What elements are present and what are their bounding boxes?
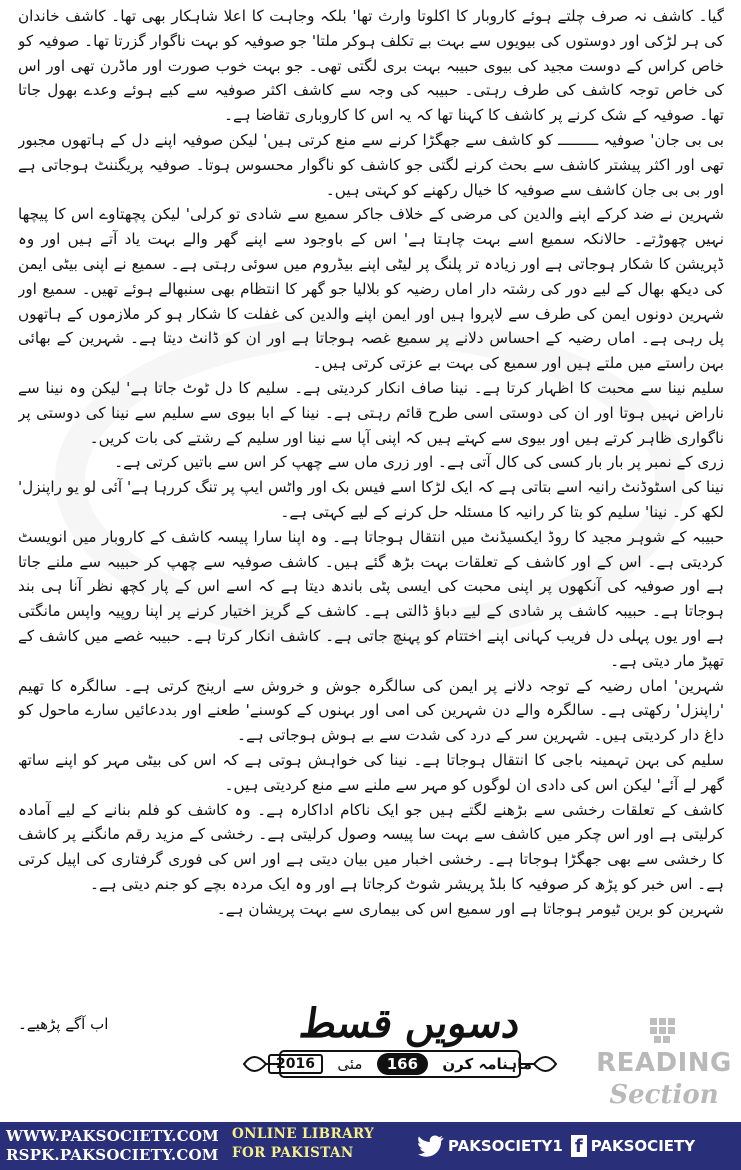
magazine-footer [254,1050,546,1078]
facebook-link[interactable] [571,1135,695,1157]
reading-label: READING [596,1048,732,1078]
social-links [418,1135,703,1157]
twitter-bird-icon [418,1135,444,1157]
episode-title: دسویں قسط [296,1000,524,1047]
paragraph: شہرین' اماں رضیہ کے توجہ دلانے پر ایمن کی سالگرہ جوش و خروش سے ارینج کرتی ہے۔ سالگرہ کا تھیم 'راپنزل' رکھتی ہے۔ سالگرہ والے دن شہرین کی امی اور بہنوں کے کوسنے' طعنے اور بددعائیں سارے ماحول کو داغ دار کردیتی ہیں۔ شہرین سر کے درد کی شدت سے بے ہوش ہوجاتی ہے۔ [18,676,724,745]
paragraph: سلیم نینا سے محبت کا اظہار کرتا ہے۔ نینا صاف انکار کردیتی ہے۔ سلیم کا دل ٹوٹ جاتا ہے' لیکن وہ نینا سے ناراض نہیں ہوتا اور ان کی دوستی اسی طرح قائم رہتی ہے۔ نینا کے ابا بیوی سے سلیم سے نینا کی دوستی پر ناگواری ظاہر کرتے ہیں اور بیوی سے کہتے ہیں کہ اپنی آپا سے نینا اور سلیم کے رشتے کی بات کریں۔ [18,378,724,447]
paragraph: نینا کی اسٹوڈنٹ رانیہ اسے بتاتی ہے کہ ایک لڑکا اسے فیس بک اور واٹس ایپ پر تنگ کررہا ہے' آئی لو یو راپنزل' لکھ کر۔ نینا' سلیم کو بتا کر رانیہ کا مسئلہ حل کرنے کے لیے کہتی ہے۔ [18,478,724,521]
twitter-handle: PAKSOCIETY1 [448,1137,563,1155]
section-label: Section [609,1080,719,1110]
issue-month: مئی [337,1055,363,1073]
paragraph: شہرین کو برین ٹیومر ہوجاتا ہے اور سمیع اس کی بیماری سے بہت پریشان ہے۔ [216,899,724,918]
twitter-link[interactable] [418,1135,563,1157]
facebook-icon: f [571,1135,587,1157]
facebook-handle: PAKSOCIETY [590,1137,696,1155]
site-link-rspk[interactable]: RSPK.PAKSOCIETY.COM [6,1146,219,1164]
magazine-name: ماہنامہ کرن [442,1055,532,1073]
online-library-text [232,1125,374,1163]
paragraph: کاشف کے تعلقات رخشی سے بڑھنے لگتے ہیں جو ایک ناکام اداکارہ ہے۔ وہ کاشف کو فلم بنانے کے لیے آمادہ کرلیتی ہے اور اس چکر میں کاشف سے بہت سا پیسہ وصول کرلیتی ہے۔ رخشی کے مزید رقم مانگنے پر کاشف کا رخشی سے بھی جھگڑا ہوجاتا ہے۔ رخشی اخبار میں بیان دیتی ہے اور اس کی فوری گرفتاری کی اپیل کرتی ہے۔ اس خبر کو پڑھ کر صوفیہ کا بلڈ پریشر شوٹ کرجاتا ہے اور وہ ایک مردہ بچے کو جنم دیتی ہے۔ [18,800,724,893]
site-footer-bar [0,1122,741,1170]
paragraph: بی بی جان' صوفیہ ـــــــــ کو کاشف سے جھگڑا کرنے سے منع کرتی ہیں' لیکن صوفیہ اپنے دل کے ہاتھوں مجبور تھی اور اکثر پیشتر کاشف سے بحث کرنے لگتی جو کاشف کو ناگوار محسوس ہوتا۔ صوفیہ پریگننٹ ہوجاتی ہے اور بی بی جان کاشف سے صوفیہ کا خیال رکھنے کو کہتی ہیں۔ [18,130,724,199]
paragraph: زری کے نمبر پر بار بار کسی کی کال آتی ہے۔ اور زری ماں سے چھپ کر اس سے باتیں کرتی ہے۔ [114,453,724,472]
library-line-2: FOR PAKISTAN [232,1145,354,1161]
site-links [6,1127,219,1165]
paragraph: گیا۔ کاشف نہ صرف چلتے ہوئے کاروبار کا اکلوتا وارث تھا' بلکہ وجاہت کا اعلا شاہکار بھی تھا۔ کاشف خاندان کی ہر لڑکی اور دوستوں کی بیویوں سے بہت بے تکلف ہوکر ملتا' جو صوفیہ کو بہت ناگوار گزرتا تھا۔ صوفیہ کو خاص کراس کے دوست مجید کی بیوی حبیبہ بہت بری لگتی تھی۔ جو بہت خوب صورت اور ماڈرن تھی اور اس کی خاص توجہ کاشف کی طرف رہتی۔ حبیبہ کی وجہ سے کاشف اکثر صوفیہ سے کیے ہوئے وعدے بھول جاتا تھا۔ صوفیہ کے شک کرنے پر کاشف کا کہنا تھا کہ یہ اس کا کاروباری تقاضا ہے۔ [18,7,724,125]
paragraph: شہرین نے ضد کرکے اپنے والدین کی مرضی کے خلاف جاکر سمیع سے شادی تو کرلی' لیکن پچھتاوے اس کا پیچھا نہیں چھوڑتے۔ حالانکہ سمیع اسے بہت چاہتا ہے' اس کے باوجود سے اپنے گھر والے بہت یاد آتے ہیں اور وہ ڈپریشن کا شکار ہوجاتی ہے اور زیادہ تر پلنگ پر لیٹی اپنے بیڈروم میں سوئی رہتی ہے۔ سمیع نے اپنی بیٹی ایمن کی دیکھ بھال کے لیے دور کی رشتہ دار اماں رضیہ کو بلالیا جو گھر کا انتظام بھی سنبھالے ہوئے تھیں۔ سمیع اور شہرین دونوں ایمن کی طرف سے لاپروا ہیں اور ایمن اپنے والدین کی غفلت کا شکار ہو کر ملازموں کے ہاتھوں پل رہی ہے۔ اماں رضیہ کے احساس دلانے پر سمیع غصہ ہوجاتا ہے اور ان کو ڈانٹ دیتا ہے۔ شہرین کے بھائی بہن راستے میں ملتے ہیں اور سمیع کی بہت بے عزتی کرتی ہیں۔ [18,205,724,373]
site-link-www[interactable]: WWW.PAKSOCIETY.COM [6,1127,219,1145]
issue-year: 2016 [268,1054,323,1074]
paragraph: حبیبہ کے شوہر مجید کا روڈ ایکسیڈنٹ میں انتقال ہوجاتا ہے۔ وہ اپنا سارا پیسہ کاشف کے کاروبار میں انویسٹ کردیتی ہے۔ اس کے اور کاشف کے تعلقات بہت بڑھ گئے ہیں۔ کاشف صوفیہ سے چھپ کر حبیبہ سے ملنے جاتا ہے اور صوفیہ کی آنکھوں پر اپنی محبت کی ایسی پٹی باندھ دیتا ہے کہ اسے اس کے پار کچھ نظر آنا ہی بند ہوجاتا ہے۔ حبیبہ کاشف پر شادی کے لیے دباؤ ڈالتی ہے۔ کاشف کے گریز اختیار کرنے پر اپنا روپیہ واپس مانگتی ہے اور یوں پہلی دل فریب کہانی اپنے اختتام کو پہنچ جاتی ہے۔ کاشف انکار کرتا ہے۔ حبیبہ غصے میں کاشف کے تھپڑ مار دیتی ہے۔ [18,527,724,670]
reading-grid-icon [642,1012,682,1052]
story-summary-text [18,4,724,1009]
library-line-1: ONLINE LIBRARY [232,1126,375,1142]
paragraph: سلیم کی بہن تہمینہ باجی کا انتقال ہوجاتا ہے۔ نینا کی خواہش ہوتی ہے کہ اس کی بیٹی مہر کو اپنے ساتھ گھر لے آئے' لیکن اس کی دادی ان لوگوں کو مہر سے ملنے سے منع کردیتی ہیں۔ [18,750,724,794]
page-number: 166 [377,1053,428,1075]
read-on-label: اب آگے پڑھیے۔ [18,1015,109,1033]
reading-section-logo [594,1012,734,1112]
